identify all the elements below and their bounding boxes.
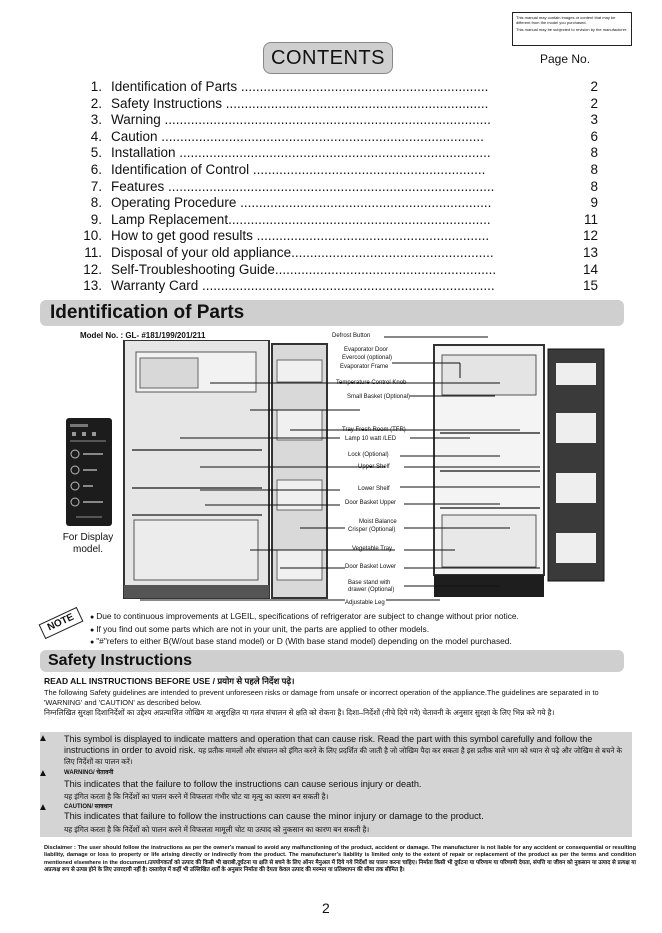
toc-row xyxy=(78,278,598,295)
toc-title: Warning ....................................................................................... xyxy=(111,112,491,128)
toc-page-number: 15 xyxy=(582,278,598,294)
toc-page-number: 13 xyxy=(582,244,598,260)
toc-row xyxy=(78,245,598,262)
caution-text-hindi: यह इंगित करता है कि निर्देशों को पालन करने में विफलता मामूली चोट या उत्पाद को नुकसान का कारण बन सकती है। xyxy=(64,825,370,834)
label-upper-shelf: Upper Shelf xyxy=(358,464,390,470)
toc-title: Caution ...................................................................................... xyxy=(111,128,484,144)
toc-row xyxy=(78,129,598,146)
symbol-text-english: This symbol is displayed to indicate matters and operation that can cause risk. Read the part with this symbol carefully and follow the instructions in order to avoid risk. xyxy=(64,734,593,755)
note-item: ● If you find out some parts which are not in your unit, the parts are applied to other models. xyxy=(90,624,519,637)
toc-title: Self-Troubleshooting Guide........................................................... xyxy=(111,261,497,277)
toc-title: Identification of Control .............................................................. xyxy=(111,161,486,177)
table-of-contents xyxy=(78,79,598,295)
toc-title: Operating Procedure ................................................................... xyxy=(111,195,492,211)
toc-number: 11. xyxy=(84,244,102,260)
toc-number: 8. xyxy=(90,195,102,211)
label-tray-fresh-room: Tray Fresh Room (TFR) xyxy=(342,427,406,433)
symbol-text-hindi: यह प्रतीक मामलों और संचालन को इंगित करने के लिए प्रदर्शित की जाती है जो जोखिम पैदा कर सकता है इस प्रतीक वाले भाग को ध्यान से पढ़े और जोखिम से बचने के लिए निर्देशों का पालन करें। xyxy=(64,746,622,766)
toc-number: 5. xyxy=(90,145,102,161)
label-temperature-control-knob: Temperature Control Knob xyxy=(336,380,407,386)
page-number: 2 xyxy=(322,900,330,916)
toc-page-number: 6 xyxy=(590,128,598,144)
toc-page-number: 3 xyxy=(590,112,598,128)
toc-page-number: 12 xyxy=(582,228,598,244)
warning-label: WARNING/ चेतावनी xyxy=(64,770,114,776)
toc-row xyxy=(78,162,598,179)
notice-line-2: This manual may be subjected to revision by the manufacturer. xyxy=(516,27,628,32)
revision-notice-box xyxy=(512,12,632,46)
label-drawer: drawer (Optional) xyxy=(348,587,395,593)
toc-page-number: 8 xyxy=(590,161,598,177)
toc-number: 7. xyxy=(90,178,102,194)
warning-text-english: This indicates that the failure to follow the instructions can cause serious injury or death. xyxy=(64,779,422,789)
safety-intro-hindi: निम्नलिखित सुरक्षा दिशानिर्देशों का उद्देश्य अप्रत्याशित जोखिम या असुरक्षित या गलत संचालन से क्षति को रोकना है। दिशा–निर्देशों (नीचे दिये गये) चेतावनी के अनुसार सुरक्षा के लिए भिन्न करे गये है। xyxy=(44,708,555,717)
toc-row xyxy=(78,228,598,245)
read-all-instructions: READ ALL INSTRUCTIONS BEFORE USE / प्रयोग से पहले निर्देश पढ़े। xyxy=(44,676,295,686)
toc-number: 1. xyxy=(90,79,102,94)
label-adjustable-leg: Adjustable Leg xyxy=(345,600,385,606)
toc-number: 4. xyxy=(90,128,102,144)
disclaimer: Disclaimer : The user should follow the instructions as per the owner's manual to avoid any malfunctioning of the product, accident or damage. The manufacturer is not liable for any accident or consequential or resulting liability, damage or loss to property or life arising directly or indirectly from the product. The manufacturer's liability is limited only to the extent of repair or replacement of the product as per the terms and condition mentioned elsewhere in the document./उपयोगकर्ता को उत्पाद की किसी भी खराबी,दुर्घटना या क्षति से बचने के लिए ऑनर मैनुअल में दिये गये निर्देशों का पालन करना चाहिए। निर्माता किसी भी दुर्घटना या परिणाम या परिणामी देयता, संपत्ति या जीवन को नुकसान या उत्पाद से प्रत्यक्ष या अप्रत्यक्ष रूप से उत्पन्न होने के लिए उत्तरदायी नहीं है। दस्तावेज़ में कहीं भी उल्लिखित शर्तों के अनुसार निर्माता की देयता केवल उत्पाद की मरम्मत या प्रतिस्थापन की सीमा तक सीमित है। xyxy=(44,845,636,873)
toc-title: Features ....................................................................................... xyxy=(111,178,495,194)
toc-title: Disposal of your old appliance...................................................... xyxy=(111,244,494,260)
toc-row xyxy=(78,96,598,113)
section-heading-safety: Safety Instructions xyxy=(40,650,624,672)
for-display-line-1: For Display xyxy=(62,532,114,543)
toc-page-number: 14 xyxy=(582,261,598,277)
toc-page-number: 8 xyxy=(590,178,598,194)
warning-triangle-icon: ▲ xyxy=(38,768,48,779)
label-lock: Lock (Optional) xyxy=(348,452,389,458)
toc-title: Safety Instructions ...................................................................... xyxy=(111,95,489,111)
toc-page-number: 8 xyxy=(590,145,598,161)
label-door-basket-lower: Door Basket Lower xyxy=(345,564,397,570)
label-evaporator-frame: Evaporator Frame xyxy=(340,364,389,370)
warning-text-hindi: यह इंगित करता है कि निर्देशों का पालन करने में विफलता गंभीर चोट या मृत्यु का कारण बन सकती है। xyxy=(64,792,329,801)
note-stamp: NOTE xyxy=(39,607,84,639)
toc-number: 12. xyxy=(83,261,102,277)
label-defrost-button: Defrost Button xyxy=(332,333,371,339)
model-number: Model No. : GL- #181/199/201/211 xyxy=(80,331,206,340)
toc-title: Identification of Parts .................................................................. xyxy=(111,79,489,94)
caution-text-english: This indicates that failure to follow the instructions can cause the minor injury or damage to the product. xyxy=(64,811,484,821)
note-item: ● Due to continuous improvements at LGEIL, specifications of refrigerator are subject to change without prior notice. xyxy=(90,611,519,624)
toc-number: 9. xyxy=(90,211,102,227)
label-crisper: Crisper (Optional) xyxy=(348,527,396,533)
label-lower-shelf: Lower Shelf xyxy=(358,486,390,492)
toc-title: Installation ................................................................................... xyxy=(111,145,491,161)
label-moist-balance: Moist Balance xyxy=(359,519,397,525)
toc-title: Warranty Card .............................................................................. xyxy=(111,278,495,294)
for-display-line-2: model. xyxy=(72,544,103,555)
toc-row xyxy=(78,179,598,196)
section-heading-parts: Identification of Parts xyxy=(40,300,624,326)
callout-lines xyxy=(0,330,662,610)
toc-page-number: 2 xyxy=(590,79,598,94)
label-evaporator-door: Evaporator Door xyxy=(344,347,389,353)
caution-triangle-icon: ▲ xyxy=(38,802,48,813)
toc-row xyxy=(78,262,598,279)
page-no-header: Page No. xyxy=(540,52,591,66)
notice-line-1: This manual may contain images or content that may be different from the model you purchased. xyxy=(516,15,616,25)
toc-row xyxy=(78,195,598,212)
label-lamp: Lamp 10 watt /LED xyxy=(345,436,397,442)
label-base-stand: Base stand with xyxy=(348,580,391,586)
toc-row xyxy=(78,79,598,96)
warning-triangle-icon: ▲ xyxy=(38,733,48,744)
label-vegetable-tray: Vegetable Tray xyxy=(352,546,393,552)
note-item: ● "#"refers to either B(W/out base stand model) or D (With base stand model) depending on the model purchased. xyxy=(90,636,519,649)
toc-title: How to get good results .............................................................. xyxy=(111,228,490,244)
toc-page-number: 2 xyxy=(590,95,598,111)
toc-number: 2. xyxy=(90,95,102,111)
caution-label: CAUTION/ सावधान xyxy=(64,804,113,810)
toc-row xyxy=(78,212,598,229)
contents-title: CONTENTS xyxy=(263,42,393,74)
safety-intro-english: The following Safety guidelines are intended to prevent unforeseen risks or damage from unsafe or incorrect operation of the appliance.The guidelines are separated in to 'WARNING' and 'CAUTION' as described below. xyxy=(44,688,599,707)
toc-row xyxy=(78,112,598,129)
notes-list xyxy=(90,611,519,649)
toc-number: 10. xyxy=(83,228,102,244)
toc-number: 6. xyxy=(90,161,102,177)
toc-number: 13. xyxy=(83,278,102,294)
label-small-basket: Small Basket (Optional) xyxy=(347,394,411,400)
toc-page-number: 9 xyxy=(590,195,598,211)
symbol-explanation xyxy=(64,734,630,767)
toc-row xyxy=(78,145,598,162)
toc-page-number: 11 xyxy=(583,211,598,227)
label-door-basket-upper: Door Basket Upper xyxy=(345,500,397,506)
toc-title: Lamp Replacement...................................................................... xyxy=(111,211,491,227)
label-evercool: Evercool (optional) xyxy=(342,355,393,361)
toc-number: 3. xyxy=(90,112,102,128)
